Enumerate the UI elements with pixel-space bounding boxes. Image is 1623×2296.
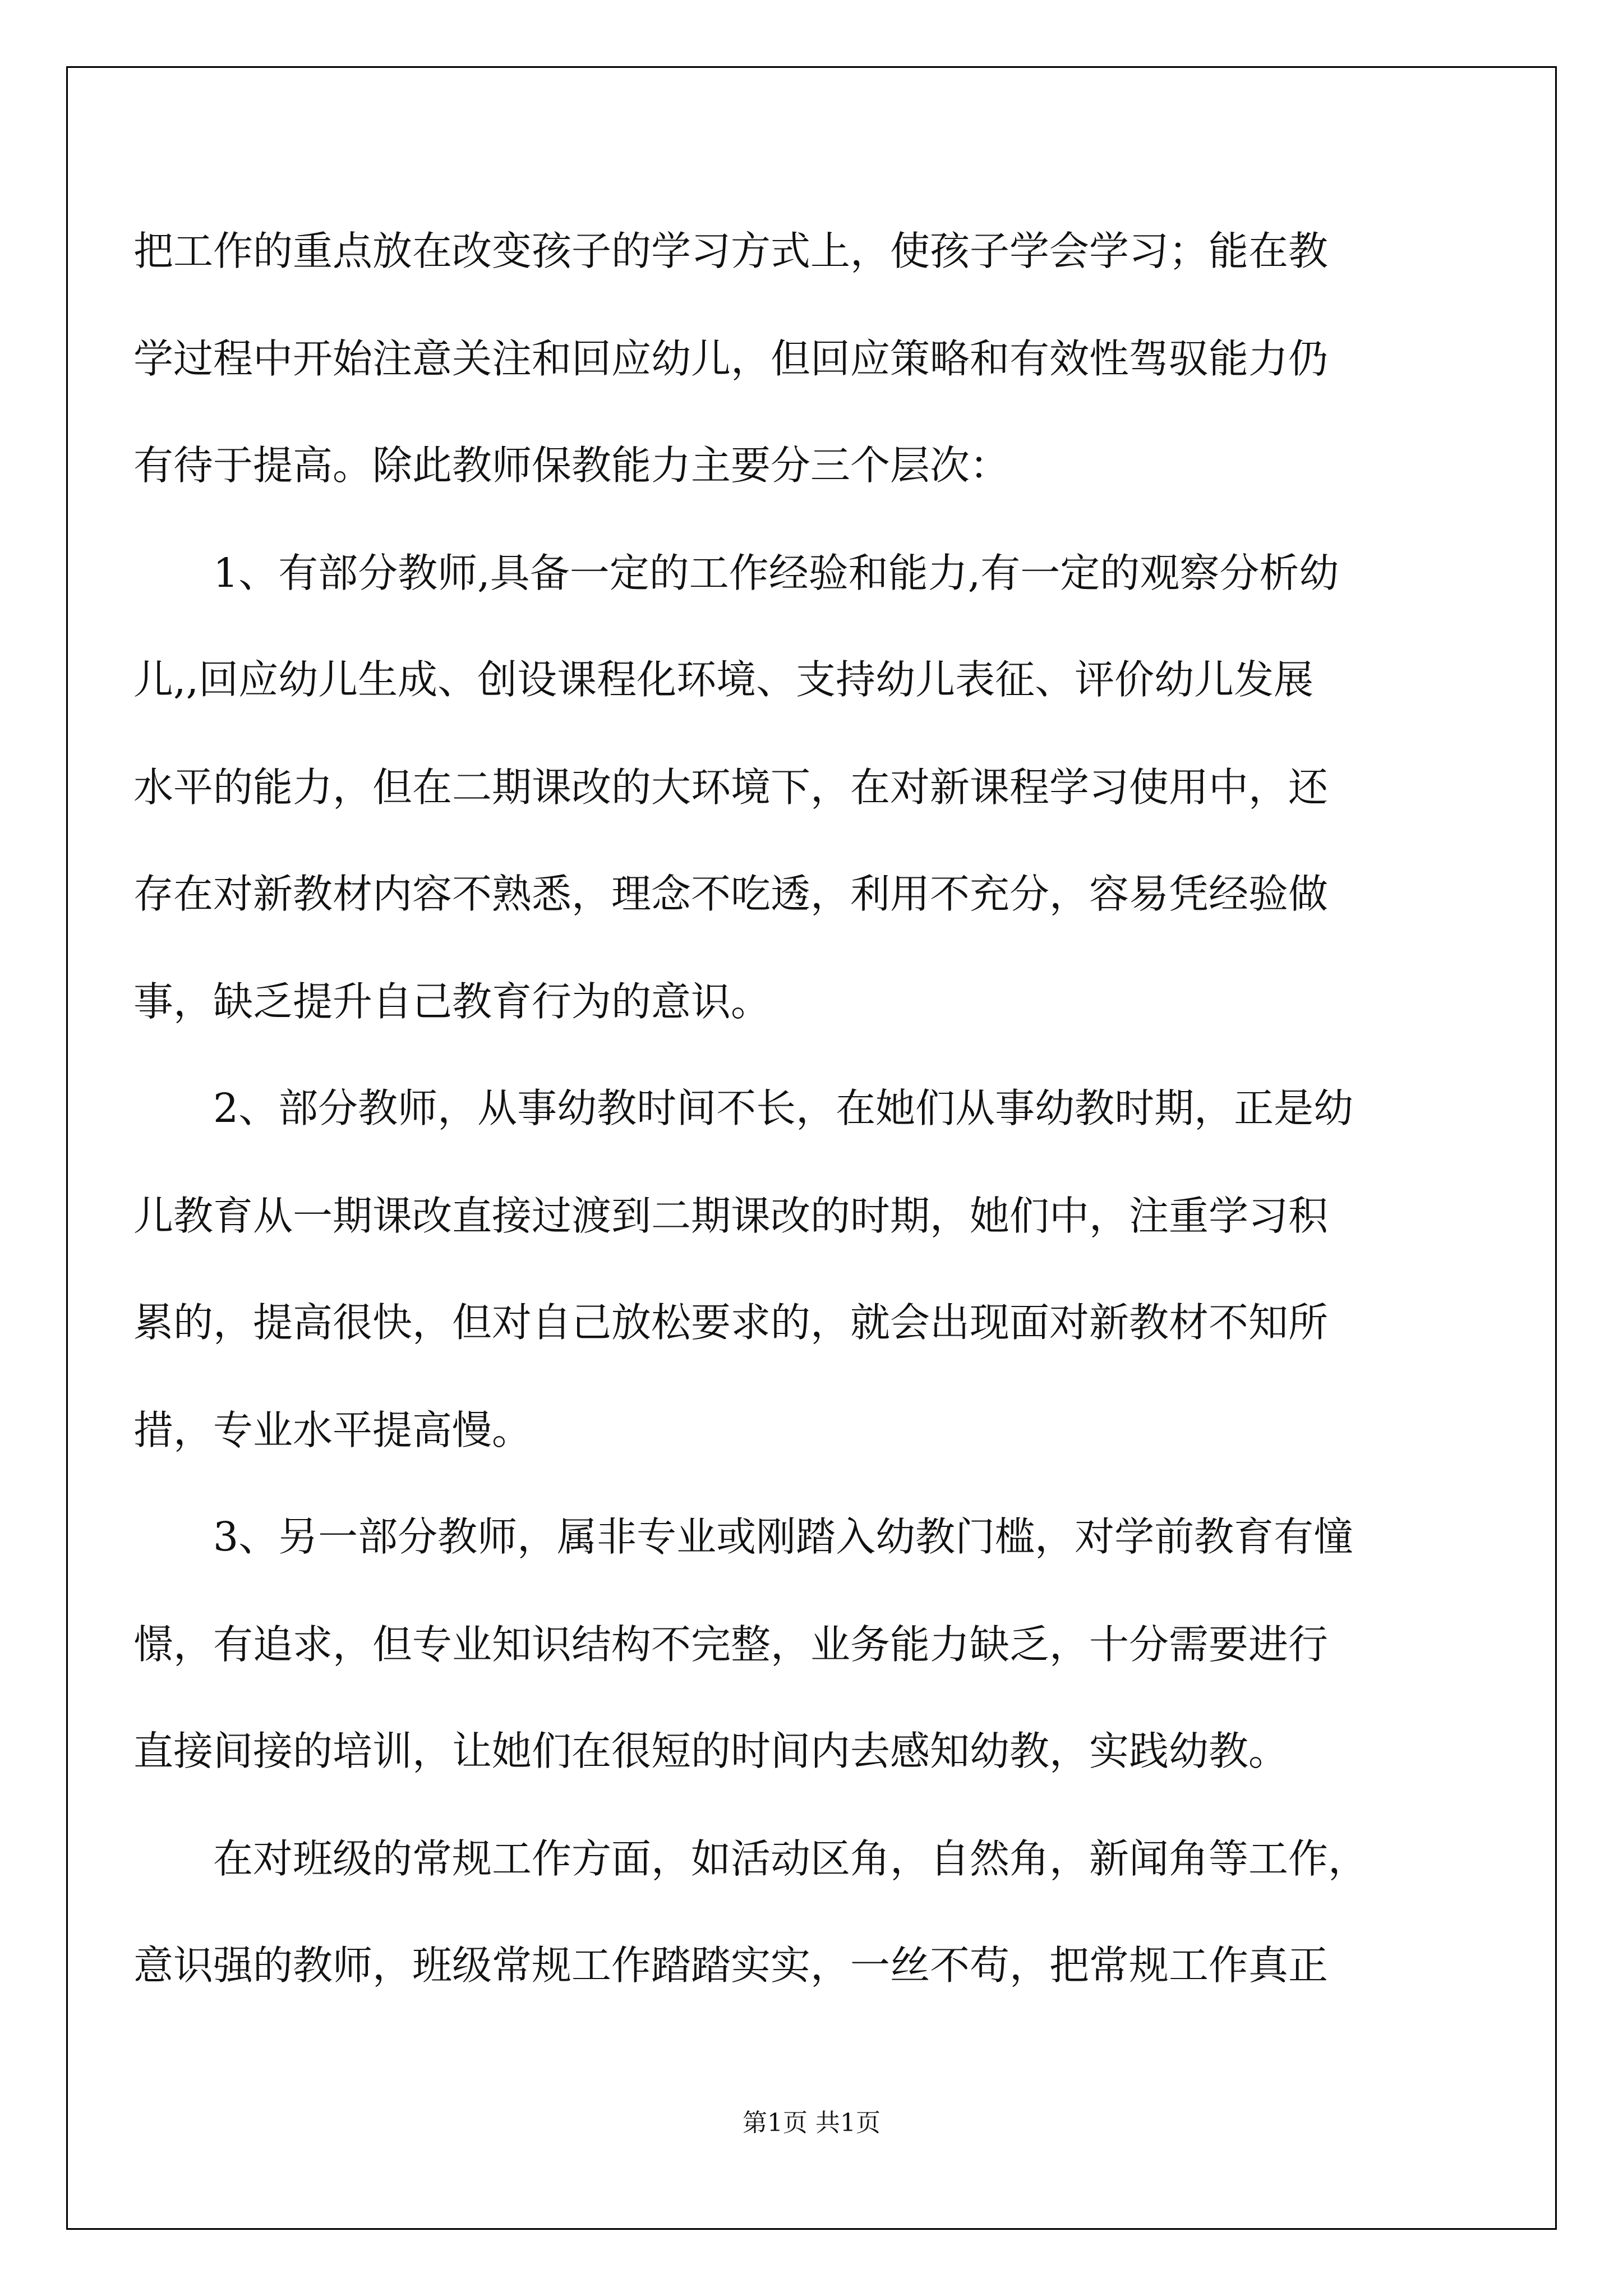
page-frame: [66, 66, 1557, 2230]
text-line: 学过程中开始注意关注和回应幼儿，但回应策略和有效性驾驭能力仍: [133, 335, 1329, 382]
text-line: 憬，有追求，但专业知识结构不完整，业务能力缺乏，十分需要进行: [133, 1621, 1329, 1668]
page-footer: 第1页 共1页: [743, 2109, 880, 2137]
text-line: 在对班级的常规工作方面，如活动区角，自然角，新闻角等工作，: [213, 1835, 1368, 1882]
text-line: 存在对新教材内容不熟悉，理念不吃透，利用不充分，容易凭经验做: [133, 871, 1329, 917]
text-line: 事，缺乏提升自己教育行为的意识。: [133, 978, 771, 1025]
text-line: 1、有部分教师,具备一定的工作经验和能力,有一定的观察分析幼: [213, 550, 1339, 596]
text-line: 儿教育从一期课改直接过渡到二期课改的时期，她们中，注重学习积: [133, 1193, 1329, 1239]
text-line: 累的，提高很快，但对自己放松要求的，就会出现面对新教材不知所: [133, 1299, 1329, 1346]
text-line: 水平的能力，但在二期课改的大环境下，在对新课程学习使用中，还: [133, 764, 1329, 811]
text-line: 直接间接的培训，让她们在很短的时间内去感知幼教，实践幼教。: [133, 1728, 1289, 1774]
text-line: 3、另一部分教师，属非专业或刚踏入幼教门槛，对学前教育有憧: [213, 1513, 1354, 1560]
text-line: 把工作的重点放在改变孩子的学习方式上，使孩子学会学习；能在教: [133, 228, 1329, 274]
text-line: 儿,,回应幼儿生成、创设课程化环境、支持幼儿表征、评价幼儿发展: [133, 656, 1314, 703]
text-line: 意识强的教师，班级常规工作踏踏实实，一丝不苟，把常规工作真正: [133, 1942, 1329, 1989]
text-line: 2、部分教师，从事幼教时间不长，在她们从事幼教时期，正是幼: [213, 1085, 1354, 1131]
text-line: 有待于提高。除此教师保教能力主要分三个层次：: [133, 442, 1010, 489]
text-line: 措，专业水平提高慢。: [133, 1407, 532, 1453]
